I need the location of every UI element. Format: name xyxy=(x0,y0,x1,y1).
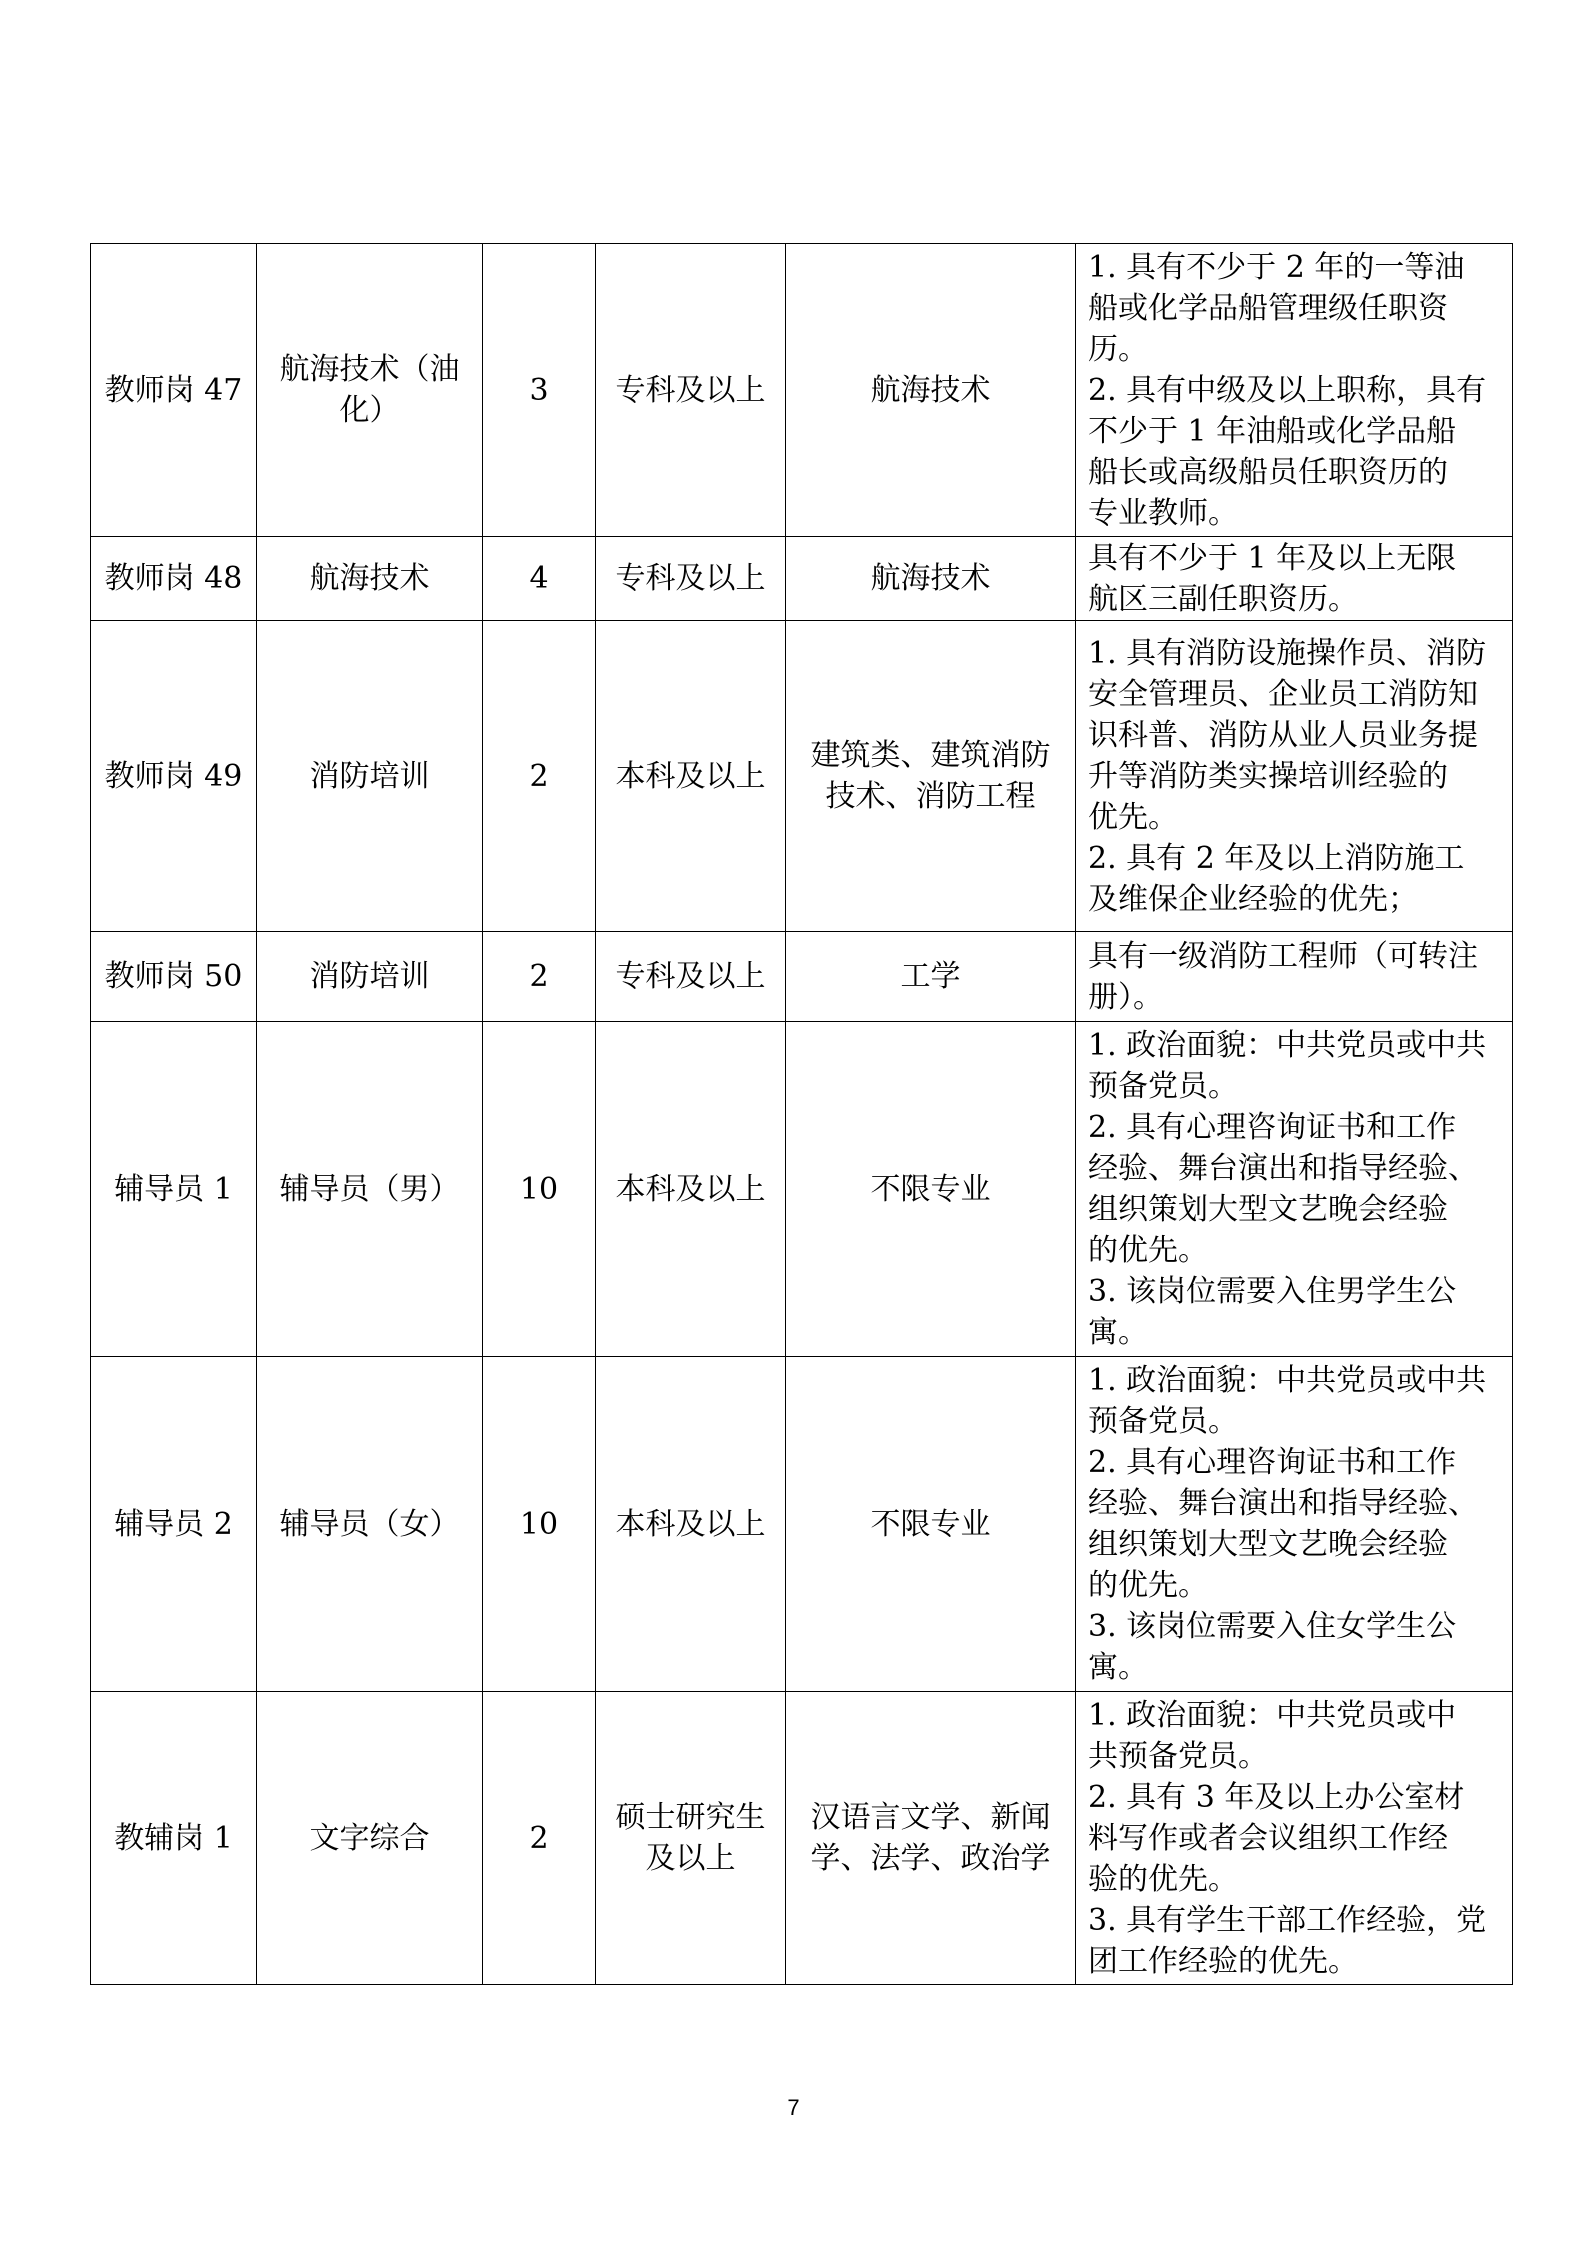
post-name: 消防培训 xyxy=(257,621,483,932)
post-name: 辅导员（女） xyxy=(257,1357,483,1692)
education-level: 硕士研究生 及以上 xyxy=(596,1692,786,1985)
other-requirements: 1. 政治面貌：中共党员或中共 预备党员。 2. 具有心理咨询证书和工作 经验、舞台演出和指导经验、 组织策划大型文艺晚会经验 的优先。 3. 该岗位需要入住女学生公 寓。 xyxy=(1076,1357,1513,1692)
other-requirements: 1. 具有不少于 2 年的一等油 船或化学品船管理级任职资 历。 2. 具有中级及以上职称，具有 不少于 1 年油船或化学品船 船长或高级船员任职资历的 专业教师。 xyxy=(1076,244,1513,537)
hire-count: 2 xyxy=(483,932,596,1022)
other-requirements: 具有不少于 1 年及以上无限 航区三副任职资历。 xyxy=(1076,537,1513,621)
major-requirement: 不限专业 xyxy=(786,1022,1076,1357)
other-requirements: 1. 政治面貌：中共党员或中共 预备党员。 2. 具有心理咨询证书和工作 经验、舞台演出和指导经验、 组织策划大型文艺晚会经验 的优先。 3. 该岗位需要入住男学生公 寓。 xyxy=(1076,1022,1513,1357)
education-level: 专科及以上 xyxy=(596,244,786,537)
major-requirement: 航海技术 xyxy=(786,537,1076,621)
major-requirement: 工学 xyxy=(786,932,1076,1022)
page-number: 7 xyxy=(787,2095,800,2120)
post-name: 消防培训 xyxy=(257,932,483,1022)
post-code: 教辅岗 1 xyxy=(91,1692,257,1985)
hire-count: 10 xyxy=(483,1022,596,1357)
table-row xyxy=(91,244,1513,537)
post-name: 航海技术（油 化） xyxy=(257,244,483,537)
post-code: 教师岗 50 xyxy=(91,932,257,1022)
table-row xyxy=(91,621,1513,932)
other-requirements: 1. 具有消防设施操作员、消防 安全管理员、企业员工消防知 识科普、消防从业人员业务提 升等消防类实操培训经验的 优先。 2. 具有 2 年及以上消防施工 及维保企业经验的优先； xyxy=(1076,621,1513,932)
post-name: 文字综合 xyxy=(257,1692,483,1985)
other-requirements: 具有一级消防工程师（可转注 册）。 xyxy=(1076,932,1513,1022)
table-row xyxy=(91,1022,1513,1357)
table-row xyxy=(91,1357,1513,1692)
hire-count: 2 xyxy=(483,1692,596,1985)
post-name: 辅导员（男） xyxy=(257,1022,483,1357)
education-level: 专科及以上 xyxy=(596,537,786,621)
hire-count: 2 xyxy=(483,621,596,932)
other-requirements: 1. 政治面貌：中共党员或中 共预备党员。 2. 具有 3 年及以上办公室材 料写作或者会议组织工作经 验的优先。 3. 具有学生干部工作经验，党 团工作经验的优先。 xyxy=(1076,1692,1513,1985)
post-name: 航海技术 xyxy=(257,537,483,621)
education-level: 本科及以上 xyxy=(596,1022,786,1357)
post-code: 教师岗 49 xyxy=(91,621,257,932)
hire-count: 3 xyxy=(483,244,596,537)
education-level: 本科及以上 xyxy=(596,1357,786,1692)
recruitment-table xyxy=(90,243,1513,1985)
table-row xyxy=(91,932,1513,1022)
post-code: 教师岗 48 xyxy=(91,537,257,621)
major-requirement: 建筑类、建筑消防 技术、消防工程 xyxy=(786,621,1076,932)
major-requirement: 不限专业 xyxy=(786,1357,1076,1692)
post-code: 教师岗 47 xyxy=(91,244,257,537)
table-row xyxy=(91,537,1513,621)
post-code: 辅导员 2 xyxy=(91,1357,257,1692)
post-code: 辅导员 1 xyxy=(91,1022,257,1357)
education-level: 专科及以上 xyxy=(596,932,786,1022)
hire-count: 10 xyxy=(483,1357,596,1692)
table-row xyxy=(91,1692,1513,1985)
major-requirement: 汉语言文学、新闻 学、法学、政治学 xyxy=(786,1692,1076,1985)
hire-count: 4 xyxy=(483,537,596,621)
major-requirement: 航海技术 xyxy=(786,244,1076,537)
education-level: 本科及以上 xyxy=(596,621,786,932)
